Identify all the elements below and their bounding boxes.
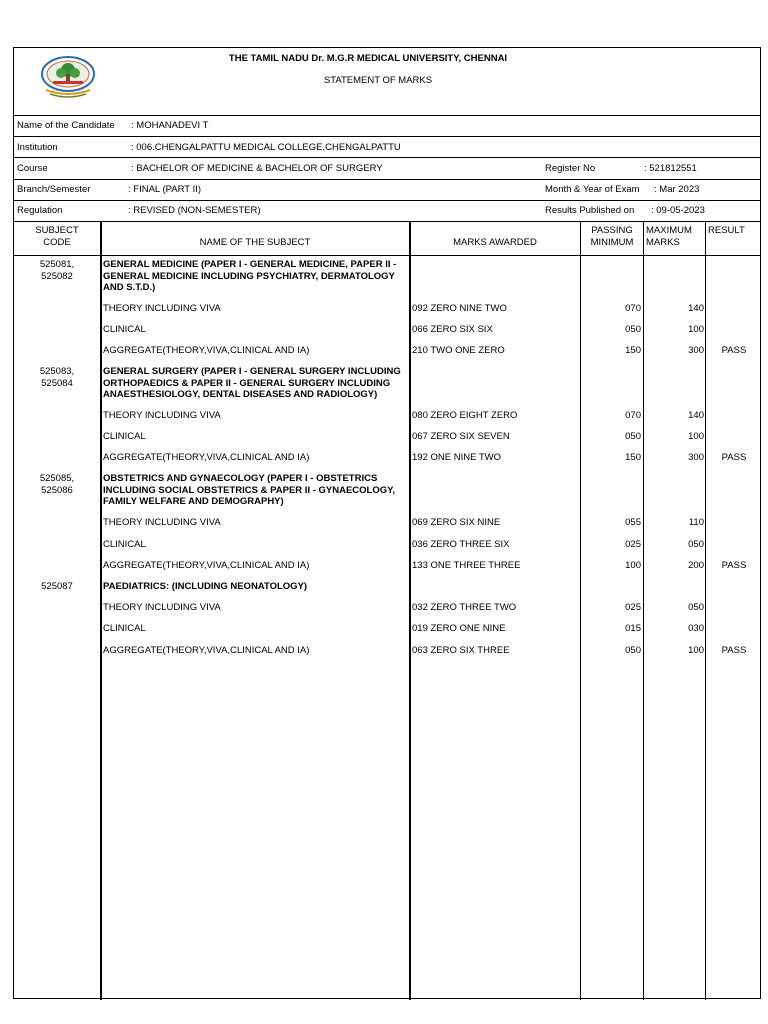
component-name: AGGREGATE(THEORY,VIVA,CLINICAL AND IA) [103,452,310,463]
maximum-marks: 050 [688,602,704,613]
subject-name: GENERAL MEDICINE (PAPER I - GENERAL MEDICINE, PAPER II - GENERAL MEDICINE INCLUDING PSYCHIATRY, DERMATOLOGY AND S.T.D.) [103,259,397,293]
maximum-marks: 200 [688,560,704,571]
institution-value: : 006.CHENGALPATTU MEDICAL COLLEGE,CHENGALPATTU [131,142,401,153]
register-value: : 521812551 [644,163,697,174]
course-value: : BACHELOR OF MEDICINE & BACHELOR OF SURGERY [131,163,383,174]
marks-awarded: 032 ZERO THREE TWO [412,602,517,613]
regulation-label: Regulation [17,205,63,216]
component-name: AGGREGATE(THEORY,VIVA,CLINICAL AND IA) [103,345,310,356]
maximum-marks: 100 [688,324,704,335]
subject-code: 525081, 525082 [39,259,75,282]
maximum-marks: 300 [688,452,704,463]
passing-minimum: 100 [625,560,641,571]
component-name: THEORY INCLUDING VIVA [103,517,221,528]
marks-awarded: 092 ZERO NINE TWO [412,303,507,314]
course-label: Course [17,163,48,174]
register-label: Register No [545,163,596,174]
passing-minimum: 050 [625,431,641,442]
institution-label: Institution [17,142,58,153]
marks-awarded: 066 ZERO SIX SIX [412,324,493,335]
col-header-result: RESULT [708,225,745,236]
result-status: PASS [721,452,747,463]
exam-month-value: : Mar 2023 [654,184,700,195]
col-header-passing-minimum: PASSING MINIMUM [590,225,634,248]
component-name: THEORY INCLUDING VIVA [103,303,221,314]
component-name: CLINICAL [103,431,146,442]
component-name: AGGREGATE(THEORY,VIVA,CLINICAL AND IA) [103,645,310,656]
marks-awarded: 063 ZERO SIX THREE [412,645,510,656]
candidate-name-value: : MOHANADEVI T [131,120,209,131]
component-name: CLINICAL [103,324,146,335]
marks-awarded: 210 TWO ONE ZERO [412,345,505,356]
results-published-label: Results Published on [545,205,635,216]
marks-awarded: 019 ZERO ONE NINE [412,623,506,634]
branch-label: Branch/Semester [17,184,91,195]
component-name: THEORY INCLUDING VIVA [103,602,221,613]
subject-name: OBSTETRICS AND GYNAECOLOGY (PAPER I - OBSTETRICS INCLUDING SOCIAL OBSTETRICS & PAPER II - GYNAECOLOGY, FAMILY WELFARE AND DEMOGRAPHY) [103,473,396,507]
maximum-marks: 100 [688,431,704,442]
maximum-marks: 050 [688,539,704,550]
col-header-marks-awarded: MARKS AWARDED [453,237,537,248]
subject-code: 525083, 525084 [39,366,75,389]
marks-awarded: 067 ZERO SIX SEVEN [412,431,510,442]
passing-minimum: 070 [625,303,641,314]
subject-code: 525085, 525086 [39,473,75,496]
col-header-subject-name: NAME OF THE SUBJECT [199,237,311,248]
subject-code: 525087 [41,581,73,592]
results-published-value: : 09-05-2023 [651,205,705,216]
marks-statement-sheet [13,47,761,999]
exam-month-label: Month & Year of Exam [545,184,640,195]
maximum-marks: 140 [688,303,704,314]
passing-minimum: 025 [625,602,641,613]
component-name: THEORY INCLUDING VIVA [103,410,221,421]
university-title: THE TAMIL NADU Dr. M.G.R MEDICAL UNIVERSITY, CHENNAI [228,53,508,64]
maximum-marks: 110 [688,517,704,528]
subject-name: PAEDIATRICS: (INCLUDING NEONATOLOGY) [103,581,308,592]
passing-minimum: 055 [625,517,641,528]
maximum-marks: 140 [688,410,704,421]
statement-title: STATEMENT OF MARKS [323,75,433,86]
marks-awarded: 133 ONE THREE THREE [412,560,521,571]
passing-minimum: 150 [625,345,641,356]
passing-minimum: 050 [625,645,641,656]
maximum-marks: 300 [688,345,704,356]
maximum-marks: 100 [688,645,704,656]
component-name: AGGREGATE(THEORY,VIVA,CLINICAL AND IA) [103,560,310,571]
candidate-name-label: Name of the Candidate [17,120,115,131]
maximum-marks: 030 [688,623,704,634]
component-name: CLINICAL [103,623,146,634]
subject-name: GENERAL SURGERY (PAPER I - GENERAL SURGERY INCLUDING ORTHOPAEDICS & PAPER II - GENERAL SURGERY INCLUDING ANAESTHESIOLOGY, DENTAL DISEASES AND RADIOLOGY) [103,366,401,400]
col-header-maximum-marks: MAXIMUM MARKS [646,225,692,248]
passing-minimum: 025 [625,539,641,550]
component-name: CLINICAL [103,539,146,550]
result-status: PASS [721,345,747,356]
passing-minimum: 150 [625,452,641,463]
marks-awarded: 069 ZERO SIX NINE [412,517,501,528]
marks-awarded: 080 ZERO EIGHT ZERO [412,410,518,421]
regulation-value: : REVISED (NON-SEMESTER) [128,205,261,216]
result-status: PASS [721,645,747,656]
col-header-subject-code: SUBJECT CODE [35,225,79,248]
marks-awarded: 036 ZERO THREE SIX [412,539,510,550]
passing-minimum: 070 [625,410,641,421]
branch-value: : FINAL (PART II) [128,184,202,195]
marks-awarded: 192 ONE NINE TWO [412,452,502,463]
result-status: PASS [721,560,747,571]
passing-minimum: 015 [625,623,641,634]
passing-minimum: 050 [625,324,641,335]
